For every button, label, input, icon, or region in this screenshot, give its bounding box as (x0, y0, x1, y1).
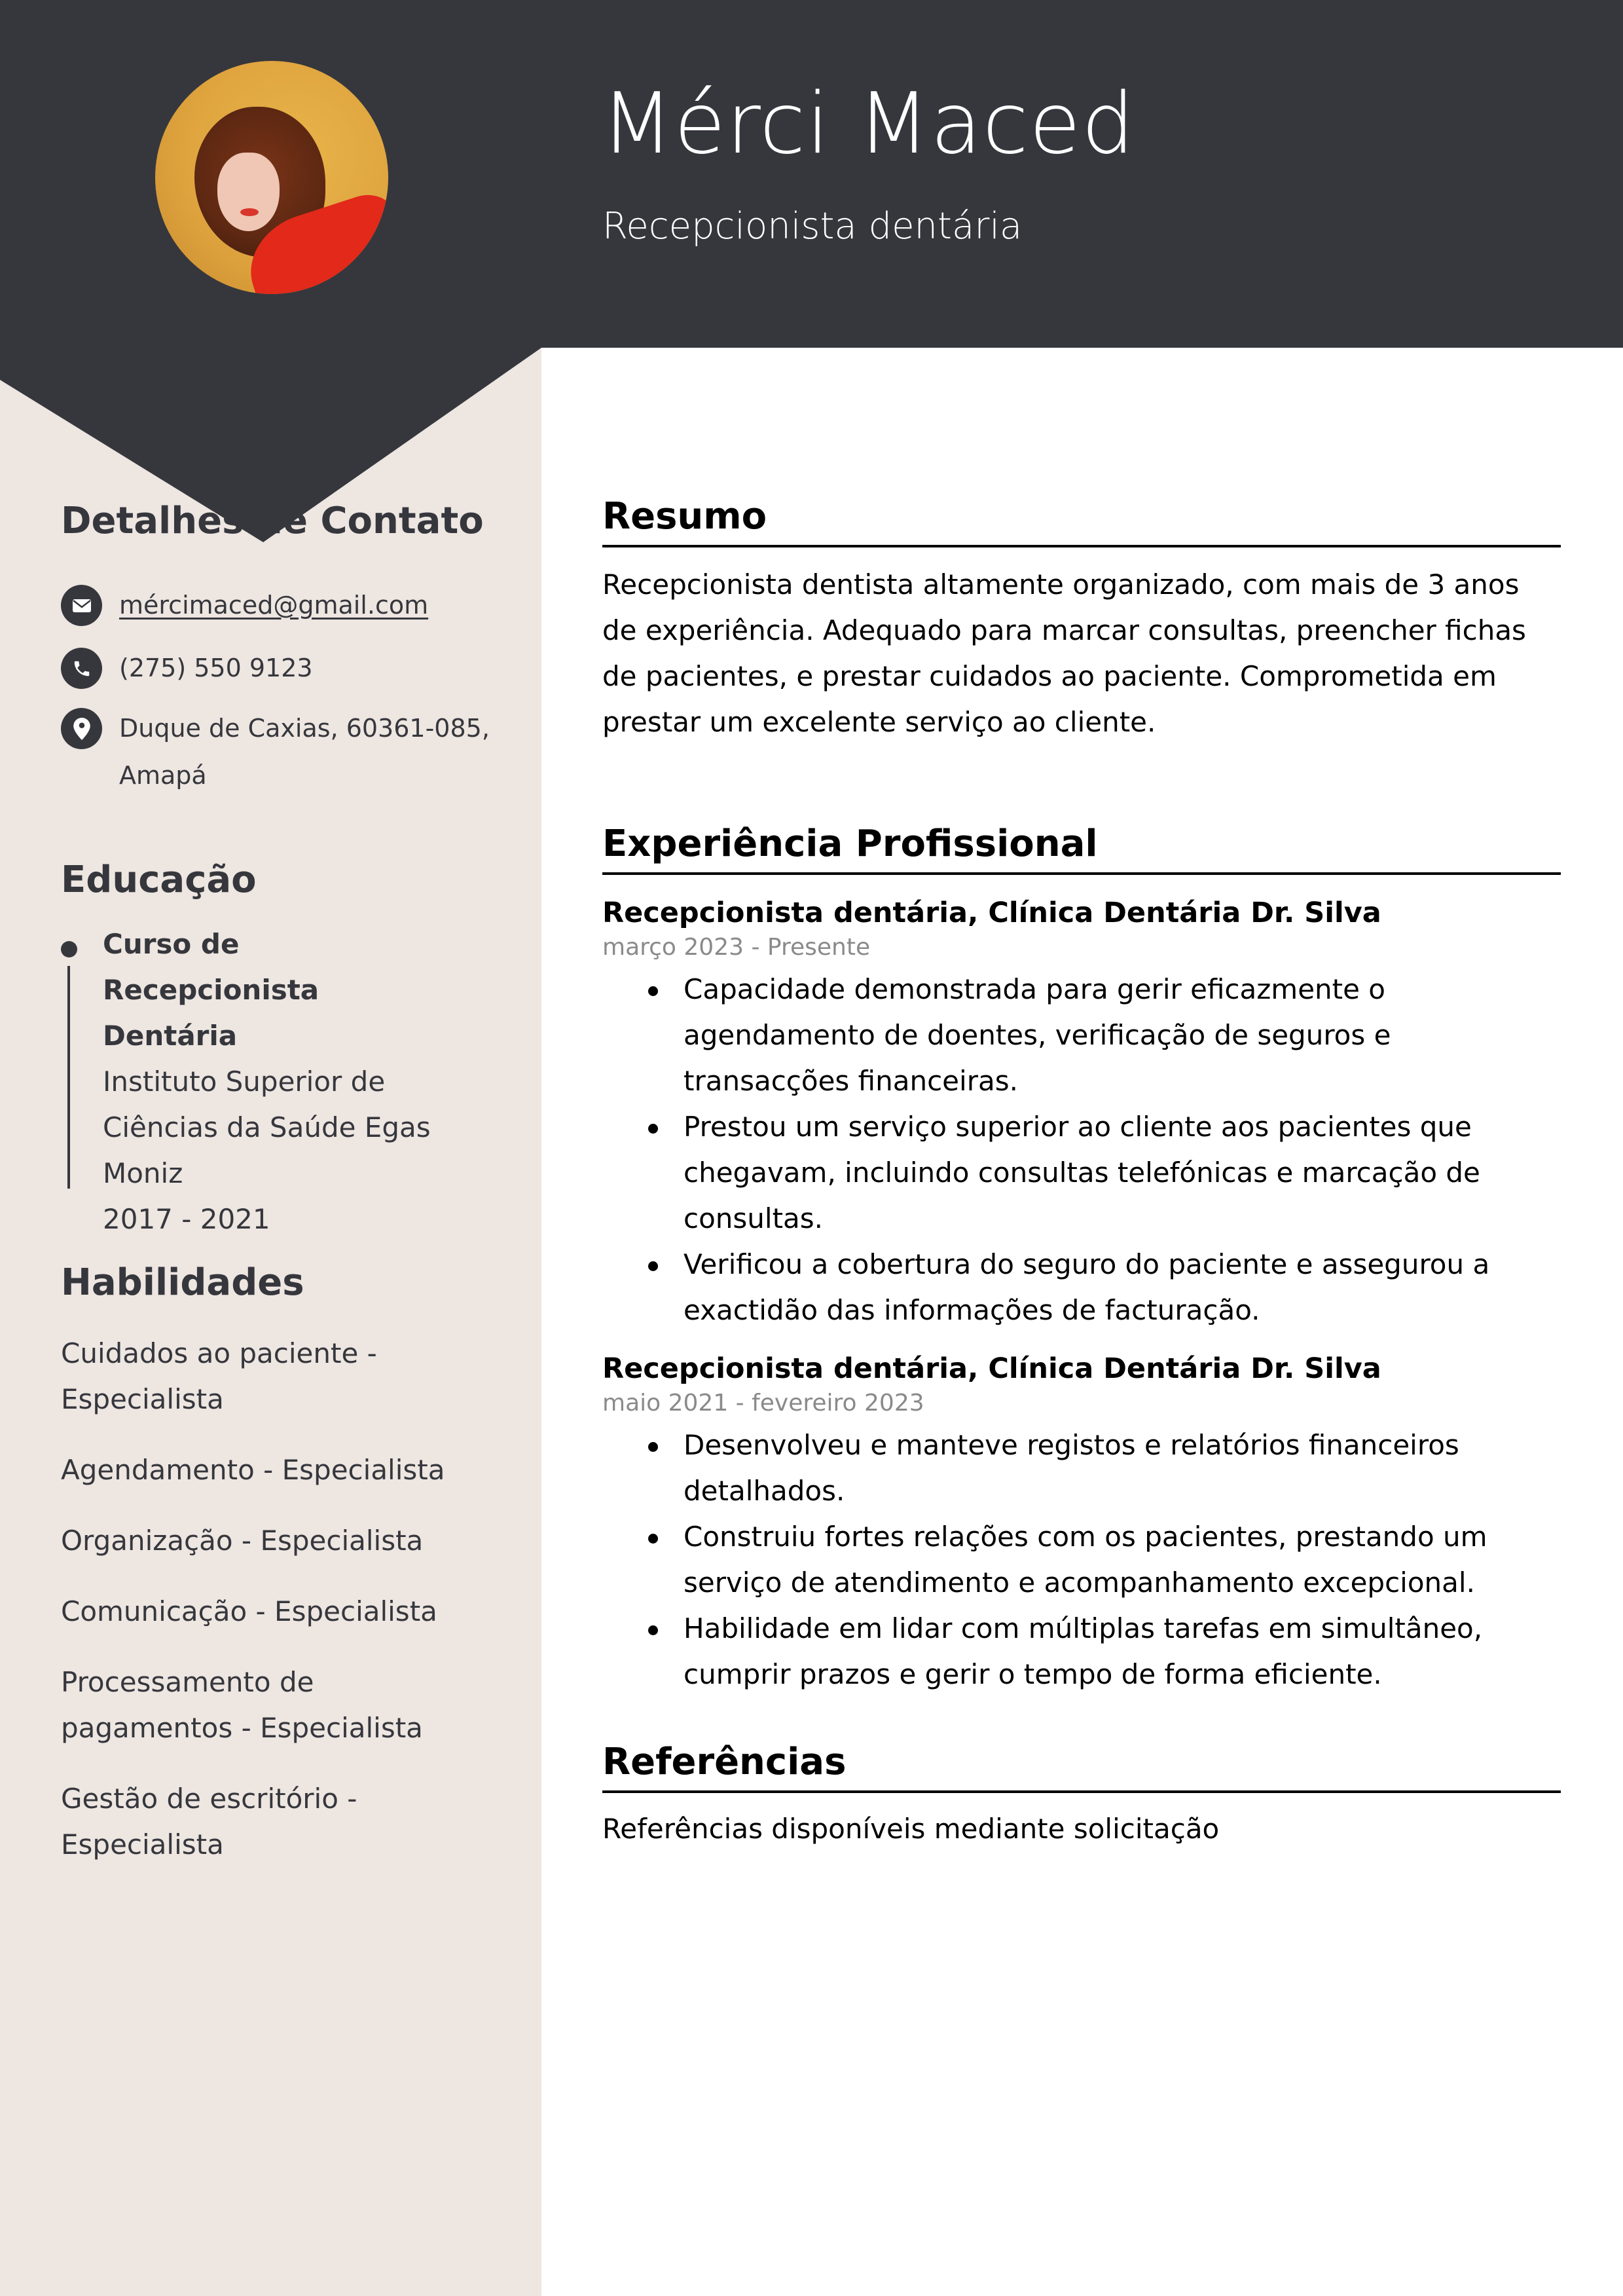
contact-email-row (61, 585, 428, 629)
job-entry (602, 1350, 1561, 1697)
address-line-2: Amapá (119, 761, 207, 790)
candidate-name: Mérci Maced (601, 75, 1135, 173)
phone-number: (275) 550 9123 (119, 654, 313, 682)
envelope-icon (61, 585, 102, 626)
school-line-2: Ciências da Saúde Egas (103, 1111, 431, 1143)
education-details (103, 921, 456, 1242)
photo-lips (240, 208, 259, 216)
job-dates: maio 2021 - fevereiro 2023 (602, 1390, 924, 1417)
address-line-1: Duque de Caxias, 60361-085, (119, 714, 490, 743)
skills-list (61, 1331, 493, 1893)
job-title: Recepcionista dentária, Clínica Dentária Dr. Silva (602, 897, 1381, 930)
school-line-1: Instituto Superior de (103, 1065, 386, 1098)
job-bullet: Construiu fortes relações com os pacientes, prestando um serviço de atendimento e acompanhamento excepcional. (602, 1514, 1561, 1606)
job-bullets (602, 1422, 1561, 1697)
summary-section (602, 494, 1561, 745)
map-pin-icon (61, 708, 102, 749)
job-bullet: Habilidade em lidar com múltiplas tarefas em simultâneo, cumprir prazos e gerir o tempo de forma eficiente. (602, 1606, 1561, 1697)
skills-section (61, 1261, 493, 1305)
candidate-title: Recepcionista dentária (602, 205, 1023, 248)
summary-heading: Resumo (602, 495, 767, 538)
address (119, 705, 490, 799)
skill-item: Cuidados ao paciente - Especialista (61, 1337, 377, 1415)
summary-divider (602, 545, 1561, 547)
education-section (61, 858, 493, 902)
references-section (602, 1740, 1561, 1852)
job-bullet: Capacidade demonstrada para gerir eficazmente o agendamento de doentes, verificação de seguros e transacções financeiras. (602, 967, 1561, 1104)
email-link[interactable]: mércimaced@gmail.com (119, 591, 429, 620)
contact-section (61, 499, 493, 543)
skill-item: Organização - Especialista (61, 1525, 424, 1557)
skills-heading: Habilidades (61, 1261, 304, 1304)
education-item (61, 928, 493, 1235)
education-heading: Educação (61, 859, 257, 901)
skill-item: Processamento de pagamentos - Especialista (61, 1666, 423, 1744)
education-school (103, 1059, 456, 1196)
contact-heading: Detalhes de Contato (61, 500, 484, 542)
school-line-3: Moniz (103, 1157, 183, 1189)
job-bullet: Prestou um serviço superior ao cliente aos pacientes que chegavam, incluindo consultas telefónicas e marcação de consultas. (602, 1104, 1561, 1242)
profile-photo (155, 61, 388, 294)
degree-line-2: Dentária (103, 1020, 238, 1052)
experience-heading: Experiência Profissional (602, 823, 1098, 865)
skill-item: Comunicação - Especialista (61, 1595, 437, 1627)
references-divider (602, 1790, 1561, 1793)
job-dates: março 2023 - Presente (602, 934, 871, 961)
experience-divider (602, 872, 1561, 875)
job-entry (602, 895, 1561, 1333)
skill-item: Agendamento - Especialista (61, 1454, 445, 1486)
summary-text: Recepcionista dentista altamente organizado, com mais de 3 anos de experiência. Adequado para marcar consultas, preencher fichas de pacientes, e prestar cuidados ao paciente. Comprometida em prestar um excelente serviço ao cliente. (602, 568, 1526, 739)
job-bullets (602, 967, 1561, 1333)
job-title: Recepcionista dentária, Clínica Dentária Dr. Silva (602, 1352, 1381, 1386)
phone-icon (61, 648, 102, 689)
photo-face (217, 153, 280, 231)
timeline-dot-icon (61, 941, 77, 957)
education-years: 2017 - 2021 (103, 1203, 270, 1235)
contact-list (61, 585, 493, 790)
contact-address-row (61, 708, 490, 799)
references-text: Referências disponíveis mediante solicitação (602, 1813, 1220, 1845)
job-bullet: Verificou a cobertura do seguro do paciente e assegurou a exactidão das informações de facturação. (602, 1242, 1561, 1333)
references-heading: Referências (602, 1741, 847, 1783)
degree-line-1: Curso de Recepcionista (103, 928, 319, 1006)
job-bullet: Desenvolveu e manteve registos e relatórios financeiros detalhados. (602, 1422, 1561, 1514)
experience-section (602, 822, 1561, 1697)
education-degree (103, 921, 456, 1059)
timeline-line (67, 966, 70, 1189)
skill-item: Gestão de escritório - Especialista (61, 1783, 357, 1861)
contact-phone-row (61, 648, 313, 692)
